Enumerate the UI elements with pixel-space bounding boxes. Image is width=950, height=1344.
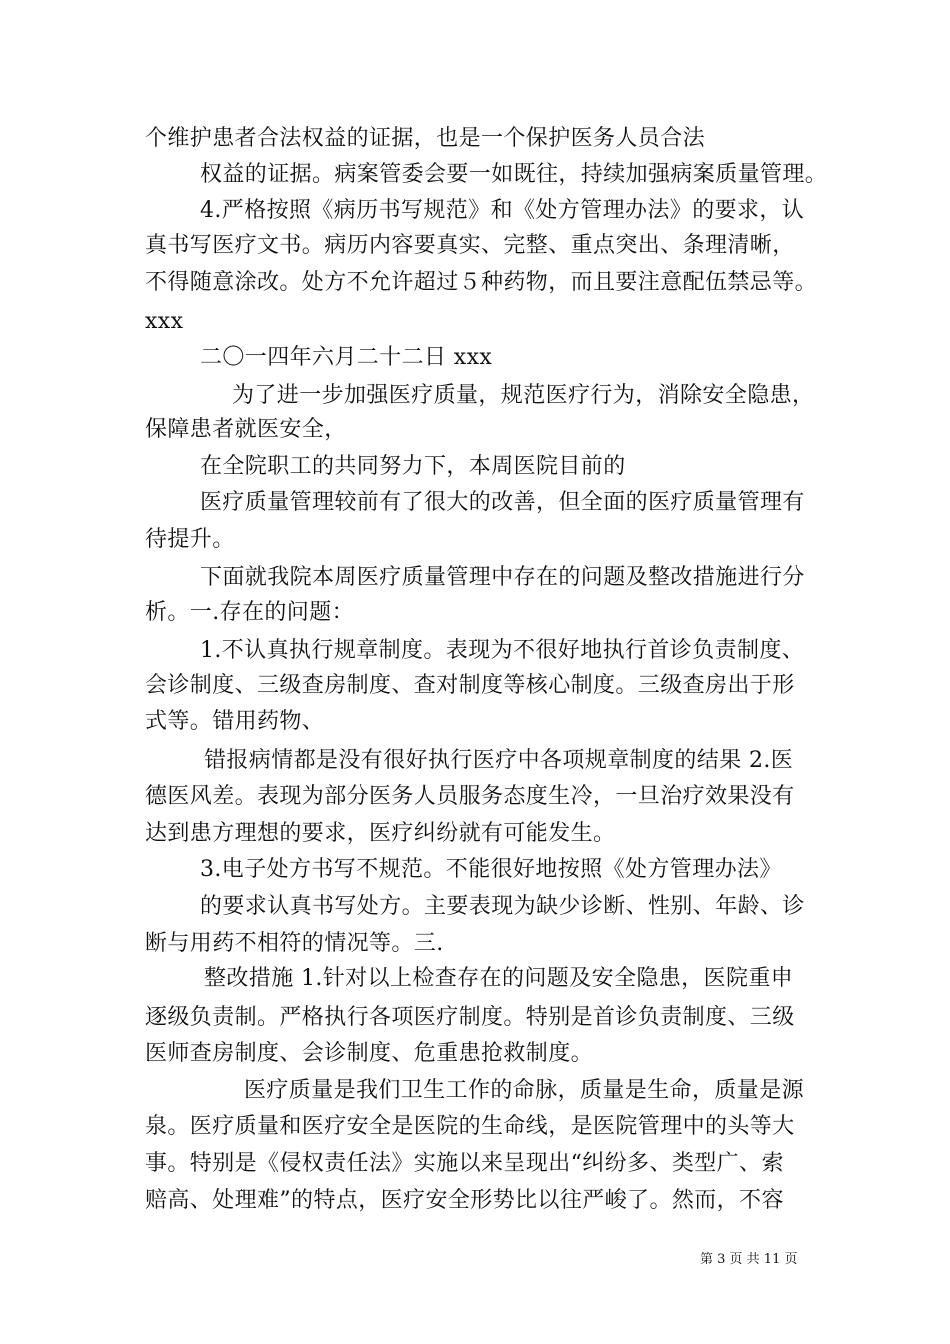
text-line: 4.严格按照《病历书写规范》和《处方管理办法》的要求，认 [200,198,805,223]
page-number: 第 3 页 共 11 页 [700,1252,798,1267]
text-line: 德医风差。表现为部分医务人员服务态度生冷，一旦治疗效果没有 [145,784,795,809]
text-line: 保障患者就医安全， [145,417,347,442]
text-line: 事。特别是《侵权责任法》实施以来呈现出“纠纷多、类型广、索 [145,1151,784,1176]
text-line: 断与用药不相符的情况等。三. [145,931,444,956]
text-line: 析。一.存在的问题： [145,600,354,625]
text-line: 权益的证据。病案管委会要一如既往，持续加强病案质量管理。 [200,162,828,187]
text-line: 逐级负责制。严格执行各项医疗制度。特别是首诊负责制度、三级 [145,1005,795,1030]
text-line: 为了进一步加强医疗质量，规范医疗行为，消除安全隐患， [232,383,815,408]
text-line: 个维护患者合法权益的证据，也是一个保护医务人员合法 [145,126,706,151]
text-line: 医疗质量是我们卫生工作的命脉，质量是生命，质量是源 [244,1078,805,1103]
text-line: 二〇一四年六月二十二日 xxx [200,345,493,370]
text-line: 的要求认真书写处方。主要表现为缺少诊断、性别、年龄、诊 [200,894,805,919]
text-line: 泉。医疗质量和医疗安全是医院的生命线，是医院管理中的头等大 [145,1114,795,1139]
text-line: 医疗质量管理较前有了很大的改善，但全面的医疗质量管理有 [200,490,805,515]
text-line: 真书写医疗文书。病历内容要真实、完整、重点突出、条理清晰， [145,233,795,258]
text-line: 在全院职工的共同努力下，本周医院目前的 [200,454,626,479]
text-line: 式等。错用药物、 [145,709,325,734]
text-line: 整改措施 1.针对以上检查存在的问题及安全隐患，医院重申 [204,966,794,991]
text-line: 不得随意涂改。处方不允许超过５种药物，而且要注意配伍禁忌等。 [145,270,818,295]
text-line: 赔高、处理难”的特点，医疗安全形势比以往严峻了。然而，不容 [145,1188,784,1213]
text-line: 待提升。 [145,527,235,552]
text-line: xxx [145,309,184,334]
text-line: 3.电子处方书写不规范。不能很好地按照《处方管理办法》 [200,857,782,882]
text-line: 下面就我院本周医疗质量管理中存在的问题及整改措施进行分 [200,565,805,590]
text-line: 达到患方理想的要求，医疗纠纷就有可能发生。 [145,821,616,846]
text-line: 1.不认真执行规章制度。表现为不很好地执行首诊负责制度、 [200,638,805,663]
text-line: 会诊制度、三级查房制度、查对制度等核心制度。三级查房出于形 [145,673,795,698]
text-line: 错报病情都是没有很好执行医疗中各项规章制度的结果 2.医 [204,748,794,773]
text-line: 医师查房制度、会诊制度、危重患抢救制度。 [145,1041,594,1066]
